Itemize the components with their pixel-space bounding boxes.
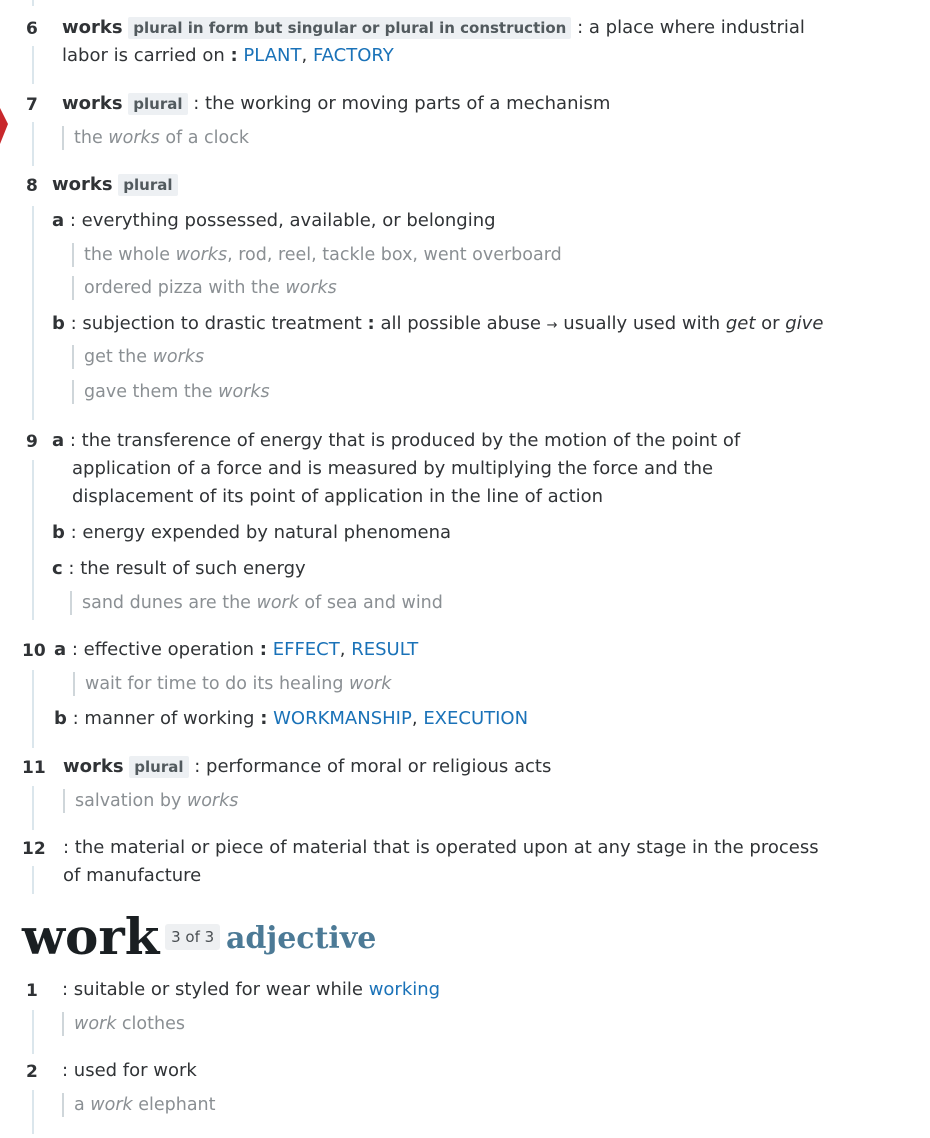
rail xyxy=(32,46,34,84)
usage-label: plural in form but singular or plural in construction xyxy=(128,17,571,39)
rail xyxy=(32,670,34,748)
definition-text: : everything possessed, available, or belonging xyxy=(69,210,496,231)
rail xyxy=(32,122,34,166)
example-text: ordered pizza with the xyxy=(84,278,286,298)
sense-11-definition xyxy=(63,756,551,777)
subsense-letter: c xyxy=(52,558,63,579)
colon: : xyxy=(259,639,267,660)
sense-6-definition xyxy=(62,17,805,38)
example-text: salvation by xyxy=(75,791,187,811)
example-word: works xyxy=(175,245,228,265)
colon: : xyxy=(260,708,268,729)
colon: : xyxy=(230,45,238,66)
example-sentence xyxy=(63,789,238,813)
example-word: works xyxy=(285,278,337,298)
definition-text: : effective operation xyxy=(71,639,260,660)
example-text: clothes xyxy=(116,1014,185,1034)
example-sentence xyxy=(62,126,249,150)
sense-8a-definition xyxy=(52,210,496,231)
definition-text: labor is carried on xyxy=(62,45,231,66)
definition-text: of manufacture xyxy=(63,865,202,886)
part-of-speech-link[interactable]: adjective xyxy=(225,921,377,956)
example-text: the whole xyxy=(84,245,176,265)
usage-note: or xyxy=(755,313,786,334)
sense-7-definition xyxy=(62,93,610,114)
example-word: works xyxy=(152,347,205,367)
headword-variant: works xyxy=(62,17,123,38)
usage-label: plural xyxy=(118,174,177,196)
xref-plant[interactable]: PLANT xyxy=(243,45,302,66)
rail xyxy=(32,206,34,420)
comma: , xyxy=(411,708,418,729)
sense-9b-definition xyxy=(52,522,451,543)
example-text: a xyxy=(74,1095,91,1115)
example-text: get the xyxy=(84,347,153,367)
sense-number: 1 xyxy=(26,981,38,1001)
sense-6-definition-line2 xyxy=(62,45,394,66)
sense-number: 11 xyxy=(22,758,46,778)
sense-number: 10 xyxy=(22,641,46,661)
example-text: elephant xyxy=(132,1095,216,1115)
adj-sense-2-definition xyxy=(62,1060,197,1081)
example-text: of a clock xyxy=(159,128,249,148)
example-text: of sea and wind xyxy=(298,593,443,613)
sense-10b-definition xyxy=(54,708,528,729)
subsense-letter: a xyxy=(54,639,67,660)
headword-variant: works xyxy=(52,174,113,195)
sense-number: 7 xyxy=(26,95,38,115)
definition-text: : the transference of energy that is produced by the motion of the point of xyxy=(69,430,741,451)
entry-header xyxy=(22,907,376,966)
definition-text: displacement of its point of application in the line of action xyxy=(72,486,604,507)
example-sentence xyxy=(73,672,391,696)
example-word: work xyxy=(256,593,299,613)
xref-result[interactable]: RESULT xyxy=(351,639,419,660)
sense-number: 2 xyxy=(26,1062,38,1082)
rail xyxy=(32,866,34,894)
xref-factory[interactable]: FACTORY xyxy=(312,45,394,66)
comma: , xyxy=(339,639,346,660)
rail xyxy=(32,1010,34,1054)
subsense-letter: b xyxy=(52,313,65,334)
example-sentence xyxy=(72,380,270,404)
subsense-letter: b xyxy=(54,708,67,729)
definition-text: : energy expended by natural phenomena xyxy=(70,522,452,543)
subsense-letter: a xyxy=(52,210,65,231)
usage-word: give xyxy=(785,313,824,334)
example-sentence xyxy=(70,591,443,615)
entry-headword: work xyxy=(22,907,160,966)
headword-variant: works xyxy=(62,93,123,114)
sense-9a-definition xyxy=(52,430,740,451)
adj-sense-1-definition xyxy=(62,979,440,1000)
sense-number: 6 xyxy=(26,19,38,39)
example-text: wait for time to do its healing xyxy=(85,674,350,694)
example-word: work xyxy=(90,1095,133,1115)
example-word: works xyxy=(108,128,160,148)
usage-label: plural xyxy=(129,756,188,778)
sense-10a-definition xyxy=(54,639,418,660)
usage-arrow-icon: → xyxy=(546,318,558,333)
xref-workmanship[interactable]: WORKMANSHIP xyxy=(273,708,412,729)
xref-effect[interactable]: EFFECT xyxy=(272,639,340,660)
example-text: the xyxy=(74,128,109,148)
usage-word: get xyxy=(725,313,756,334)
example-sentence xyxy=(72,243,562,267)
red-mark-icon xyxy=(0,108,8,144)
sense-9c-definition xyxy=(52,558,306,579)
definition-text: : the material or piece of material that is operated upon at any stage in the process xyxy=(63,837,819,858)
definition-text: : used for work xyxy=(62,1060,197,1081)
definition-text: : a place where industrial xyxy=(577,17,805,38)
definition-text: : suitable or styled for wear while xyxy=(62,979,369,1000)
example-word: work xyxy=(349,674,392,694)
example-sentence xyxy=(72,345,204,369)
definition-text: : performance of moral or religious acts xyxy=(194,756,552,777)
example-word: works xyxy=(218,382,270,402)
definition-text: : the working or moving parts of a mechanism xyxy=(193,93,611,114)
rail xyxy=(32,786,34,830)
example-word: work xyxy=(74,1014,117,1034)
headword-variant: works xyxy=(63,756,124,777)
sense-number: 9 xyxy=(26,432,38,452)
example-sentence xyxy=(62,1012,185,1036)
sense-number: 8 xyxy=(26,176,38,196)
definition-text: : subjection to drastic treatment xyxy=(70,313,368,334)
comma: , xyxy=(301,45,308,66)
example-text: , rod, reel, tackle box, went overboard xyxy=(227,245,562,265)
homograph-counter[interactable]: 3 of 3 xyxy=(165,924,220,950)
subsense-letter: b xyxy=(52,522,65,543)
rail xyxy=(32,0,34,6)
usage-label: plural xyxy=(128,93,187,115)
subsense-letter: a xyxy=(52,430,65,451)
definition-text: all possible abuse xyxy=(374,313,547,334)
example-text: sand dunes are the xyxy=(82,593,257,613)
definition-text: : the result of such energy xyxy=(68,558,306,579)
link-working[interactable]: working xyxy=(368,979,441,1000)
example-sentence xyxy=(72,276,337,300)
sense-8-heading xyxy=(52,174,178,195)
colon: : xyxy=(367,313,375,334)
definition-text: : manner of working xyxy=(72,708,261,729)
definition-text: application of a force and is measured by multiplying the force and the xyxy=(72,458,714,479)
example-word: works xyxy=(186,791,239,811)
example-sentence xyxy=(62,1093,216,1117)
sense-number: 12 xyxy=(22,839,46,859)
rail xyxy=(32,460,34,620)
xref-execution[interactable]: EXECUTION xyxy=(423,708,529,729)
sense-8b-definition xyxy=(52,313,823,334)
usage-note: usually used with xyxy=(557,313,726,334)
rail xyxy=(32,1090,34,1134)
example-text: gave them the xyxy=(84,382,219,402)
